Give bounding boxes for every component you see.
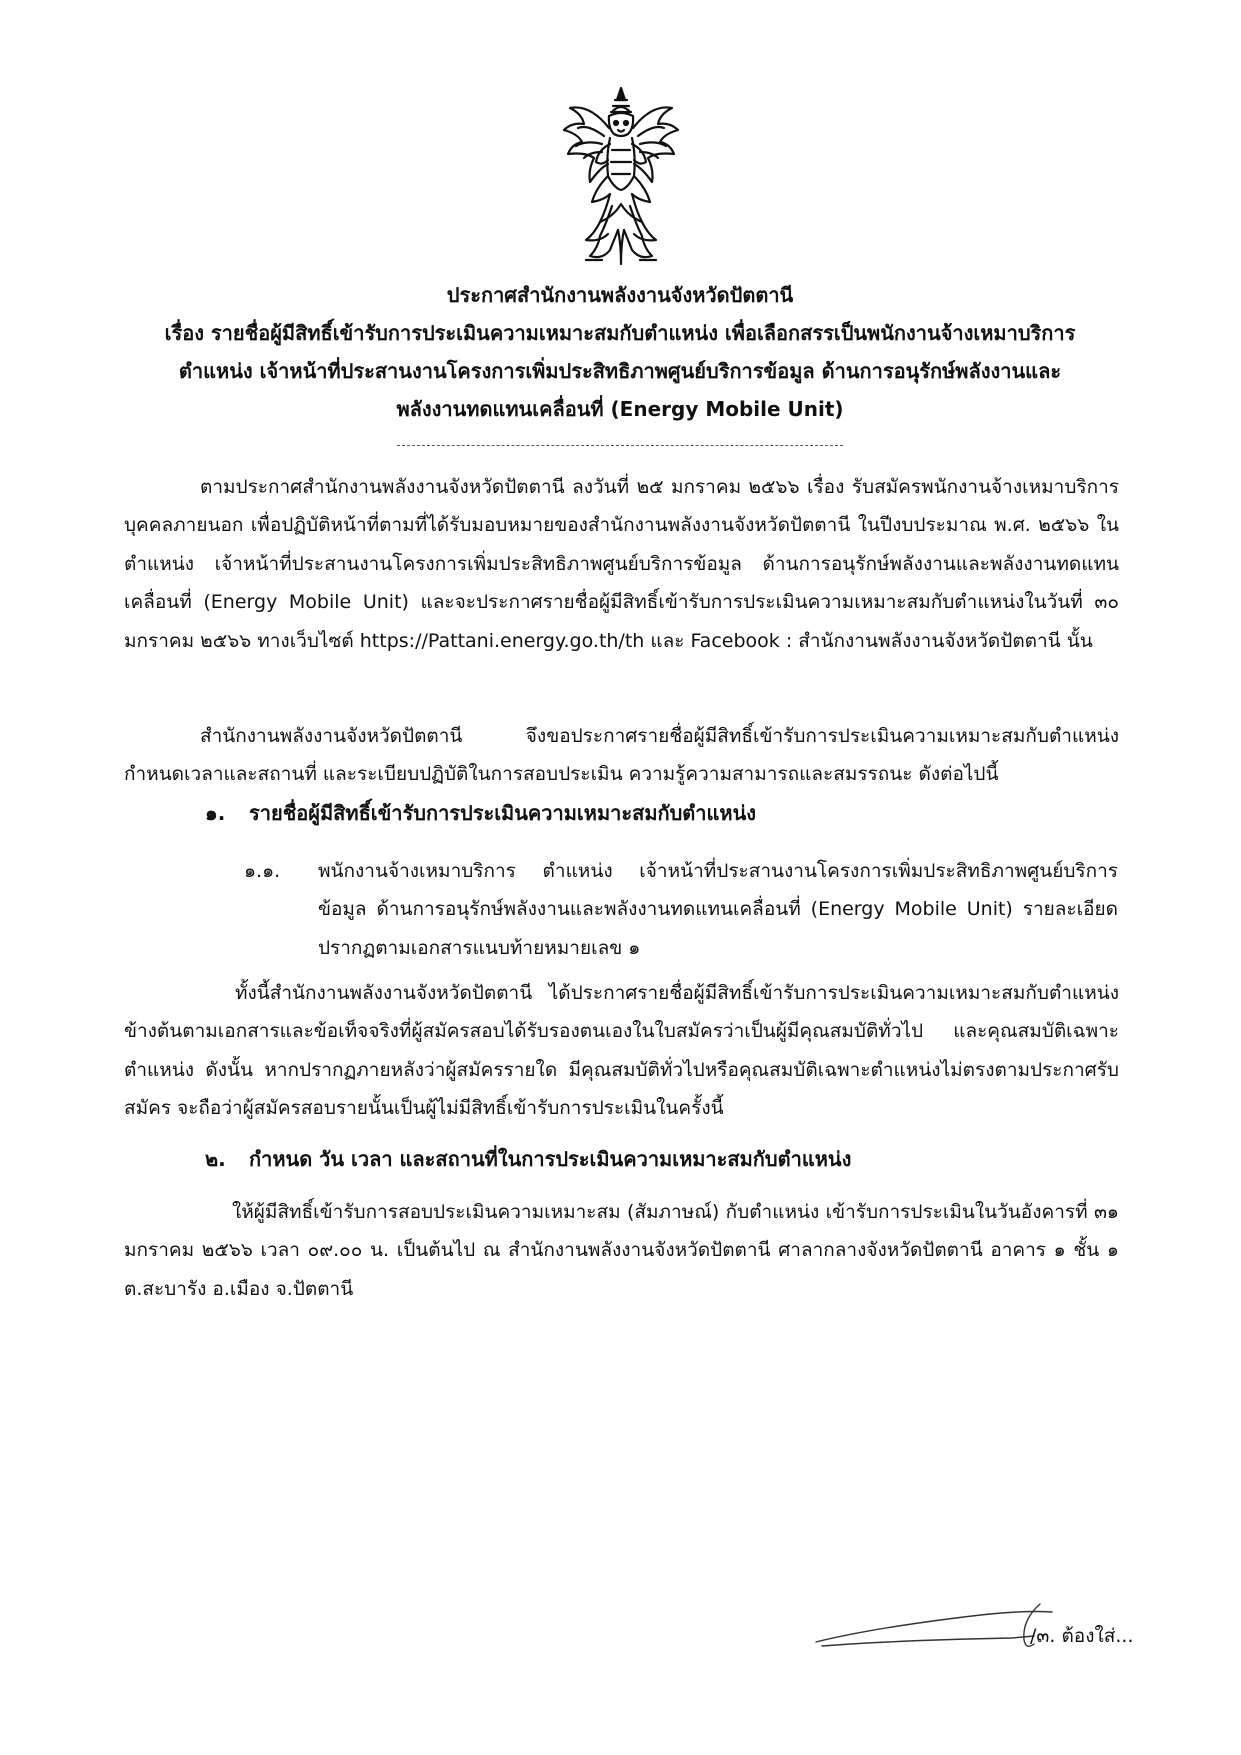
item-1-1-number: ๑.๑.	[244, 860, 281, 882]
paragraph-1: ตามประกาศสำนักงานพลังงานจังหวัดปัตตานี ลงวันที่ ๒๕ มกราคม ๒๕๖๖ เรื่อง รับสมัครพนักงานจ้างเหมาบริการบุคคลภายนอก เพื่อปฏิบัติหน้าที่ตามที่ได้รับมอบหมายของสำนักงานพลังงานจังหวัดปัตตานี ในปีงบประมาณ พ.ศ. ๒๕๖๖ ในตำแหน่ง เจ้าหน้าที่ประสานงานโครงการเพิ่มประสิทธิภาพศูนย์บริการข้อมูล ด้านการอนุรักษ์พลังงานและพลังงานทดแทนเคลื่อนที่ (Energy Mobile Unit) และจะประกาศรายชื่อผู้มีสิทธิ์เข้ารับการประเมินความเหมาะสมกับตำแหน่งในวันที่ ๓๐ มกราคม ๒๕๖๖ ทางเว็บไซต์ https://Pattani.energy.go.th/th และ Facebook : สำนักงานพลังงานจังหวัดปัตตานี นั้น	[124, 476, 1119, 652]
document-title-block	[150, 276, 1090, 428]
section-2-number: ๒.	[205, 1147, 226, 1171]
garuda-emblem-icon	[560, 84, 682, 269]
section-1-number: ๑.	[205, 801, 226, 825]
subject-line-1: เรื่อง รายชื่อผู้มีสิทธิ์เข้ารับการประเมินความเหมาะสมกับตำแหน่ง เพื่อเลือกสรรเป็นพนักงานจ้างเหมาบริการ	[164, 321, 1076, 345]
title-divider	[397, 445, 843, 446]
section-2-heading	[205, 1140, 851, 1178]
item-1-1-text: พนักงานจ้างเหมาบริการ ตำแหน่ง เจ้าหน้าที่ประสานงานโครงการเพิ่มประสิทธิภาพศูนย์บริการข้อมูล ด้านการอนุรักษ์พลังงานและพลังงานทดแทนเคลื่อนที่ (Energy Mobile Unit) รายละเอียดปรากฏตามเอกสารแนบท้ายหมายเลข ๑	[318, 860, 1118, 959]
announcement-title: ประกาศสำนักงานพลังงานจังหวัดปัตตานี	[446, 283, 794, 307]
paragraph-4: ให้ผู้มีสิทธิ์เข้ารับการสอบประเมินความเหมาะสม (สัมภาษณ์) กับตำแหน่ง เข้ารับการประเมินในวันอังคารที่ ๓๑ มกราคม ๒๕๖๖ เวลา ๐๙.๐๐ น. เป็นต้นไป ณ สำนักงานพลังงานจังหวัดปัตตานี ศาลากลางจังหวัดปัตตานี อาคาร ๑ ชั้น ๑ ต.สะบารัง อ.เมือง จ.ปัตตานี	[124, 1201, 1119, 1300]
section-1-title: รายชื่อผู้มีสิทธิ์เข้ารับการประเมินความเหมาะสมกับตำแหน่ง	[249, 801, 757, 825]
section-1-heading	[205, 794, 756, 832]
subject-line-2: ตำแหน่ง เจ้าหน้าที่ประสานงานโครงการเพิ่มประสิทธิภาพศูนย์บริการข้อมูล ด้านการอนุรักษ์พลังงานและ	[178, 359, 1062, 383]
section-2-title: กำหนด วัน เวลา และสถานที่ในการประเมินความเหมาะสมกับตำแหน่ง	[249, 1147, 852, 1171]
continued-on-next-page: /๓. ต้องใส่...	[1030, 1625, 1134, 1647]
paragraph-3: ทั้งนี้สำนักงานพลังงานจังหวัดปัตตานี ได้ประกาศรายชื่อผู้มีสิทธิ์เข้ารับการประเมินความเหมาะสมกับตำแหน่งข้างต้นตามเอกสารและข้อเท็จจริงที่ผู้สมัครสอบได้รับรองตนเองในใบสมัครว่าเป็นผู้มีคุณสมบัติทั่วไป และคุณสมบัติเฉพาะตำแหน่ง ดังนั้น หากปรากฏภายหลังว่าผู้สมัครรายใด มีคุณสมบัติทั่วไปหรือคุณสมบัติเฉพาะตำแหน่งไม่ตรงตามประกาศรับสมัคร จะถือว่าผู้สมัครสอบรายนั้นเป็นผู้ไม่มีสิทธิ์เข้ารับการประเมินในครั้งนี้	[124, 982, 1119, 1120]
subject-line-3: พลังงานทดแทนเคลื่อนที่ (Energy Mobile Unit)	[396, 397, 844, 421]
paragraph-2: สำนักงานพลังงานจังหวัดปัตตานี จึงขอประกาศรายชื่อผู้มีสิทธิ์เข้ารับการประเมินความเหมาะสมกับตำแหน่ง กำหนดเวลาและสถานที่ และระเบียบปฏิบัติในการสอบประเมิน ความรู้ความสามารถและสมรรถนะ ดังต่อไปนี้	[124, 725, 1119, 786]
